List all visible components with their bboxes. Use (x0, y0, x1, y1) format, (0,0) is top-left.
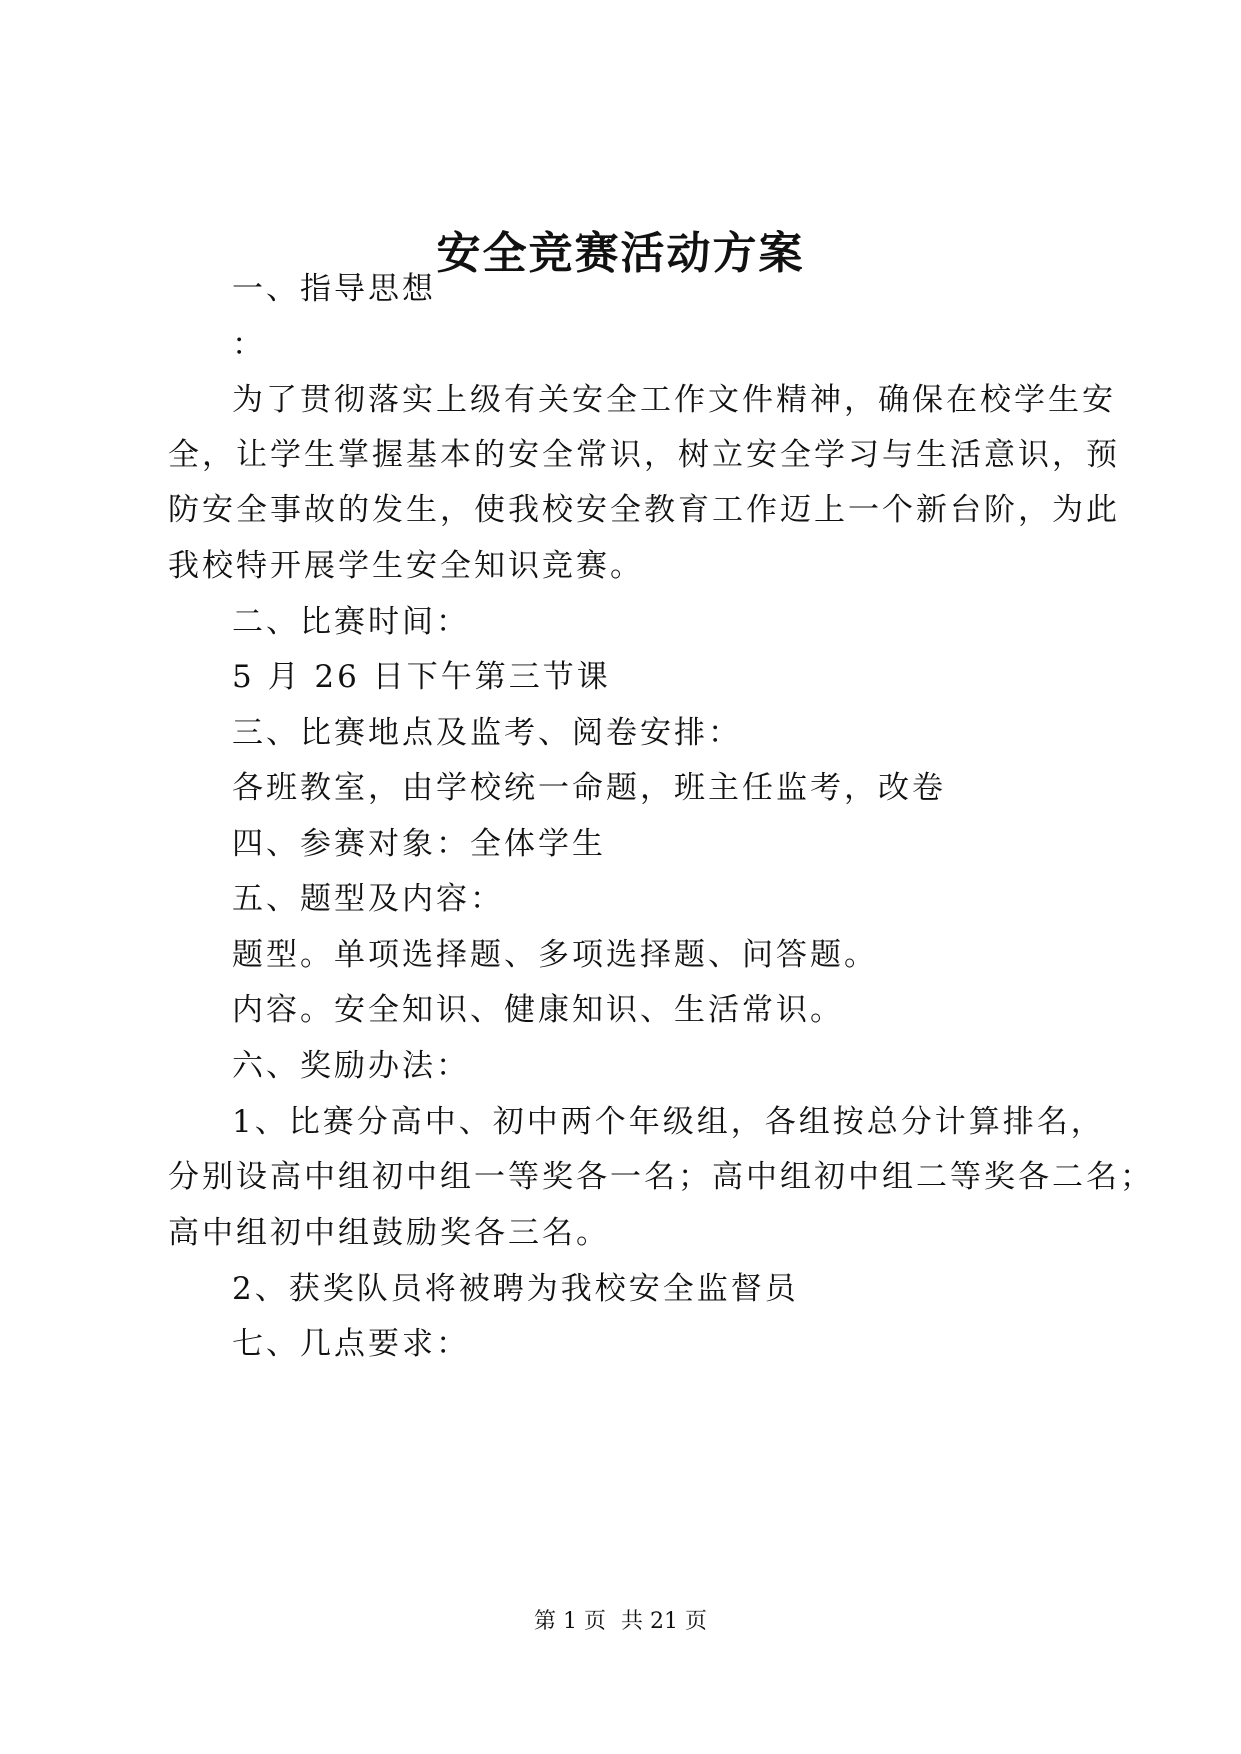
section-1-heading: 一、指导思想 (232, 271, 436, 307)
section-5-question-types: 题型。单项选择题、多项选择题、问答题。 (232, 937, 878, 973)
section-7-heading: 七、几点要求： (232, 1326, 470, 1362)
section-1-colon: ： (232, 327, 266, 363)
section-6-item-2: 2、获奖队员将被聘为我校安全监督员 (232, 1271, 799, 1307)
section-6-item-1-line: 分别设高中组初中组一等奖各一名；高中组初中组二等奖各二名； (168, 1159, 1154, 1195)
section-3-text: 各班教室，由学校统一命题，班主任监考，改卷 (232, 770, 946, 806)
section-1-paragraph-line: 全，让学生掌握基本的安全常识，树立安全学习与生活意识，预 (168, 437, 1120, 473)
section-6-heading: 六、奖励办法： (232, 1048, 470, 1084)
section-5-heading: 五、题型及内容： (232, 881, 504, 917)
page-number: 第 1 页 (534, 1609, 606, 1634)
page-title: 安全竞赛活动方案 (436, 228, 805, 279)
section-1-paragraph-line: 为了贯彻落实上级有关安全工作文件精神，确保在校学生安 (232, 382, 1116, 418)
section-6-item-1-line: 1、比赛分高中、初中两个年级组，各组按总分计算排名， (232, 1104, 1105, 1140)
page-footer (0, 1606, 1241, 1638)
section-4-heading: 四、参赛对象：全体学生 (232, 826, 606, 862)
section-2-text: 5 月 26 日下午第三节课 (232, 659, 611, 695)
section-5-content: 内容。安全知识、健康知识、生活常识。 (232, 992, 844, 1028)
page-total: 共 21 页 (621, 1609, 707, 1634)
section-1-paragraph-line: 防安全事故的发生，使我校安全教育工作迈上一个新台阶，为此 (168, 492, 1120, 528)
section-6-item-1-line: 高中组初中组鼓励奖各三名。 (168, 1215, 610, 1251)
section-3-heading: 三、比赛地点及监考、阅卷安排： (232, 715, 742, 751)
section-2-heading: 二、比赛时间： (232, 604, 470, 640)
section-1-paragraph-line: 我校特开展学生安全知识竞赛。 (168, 548, 644, 584)
